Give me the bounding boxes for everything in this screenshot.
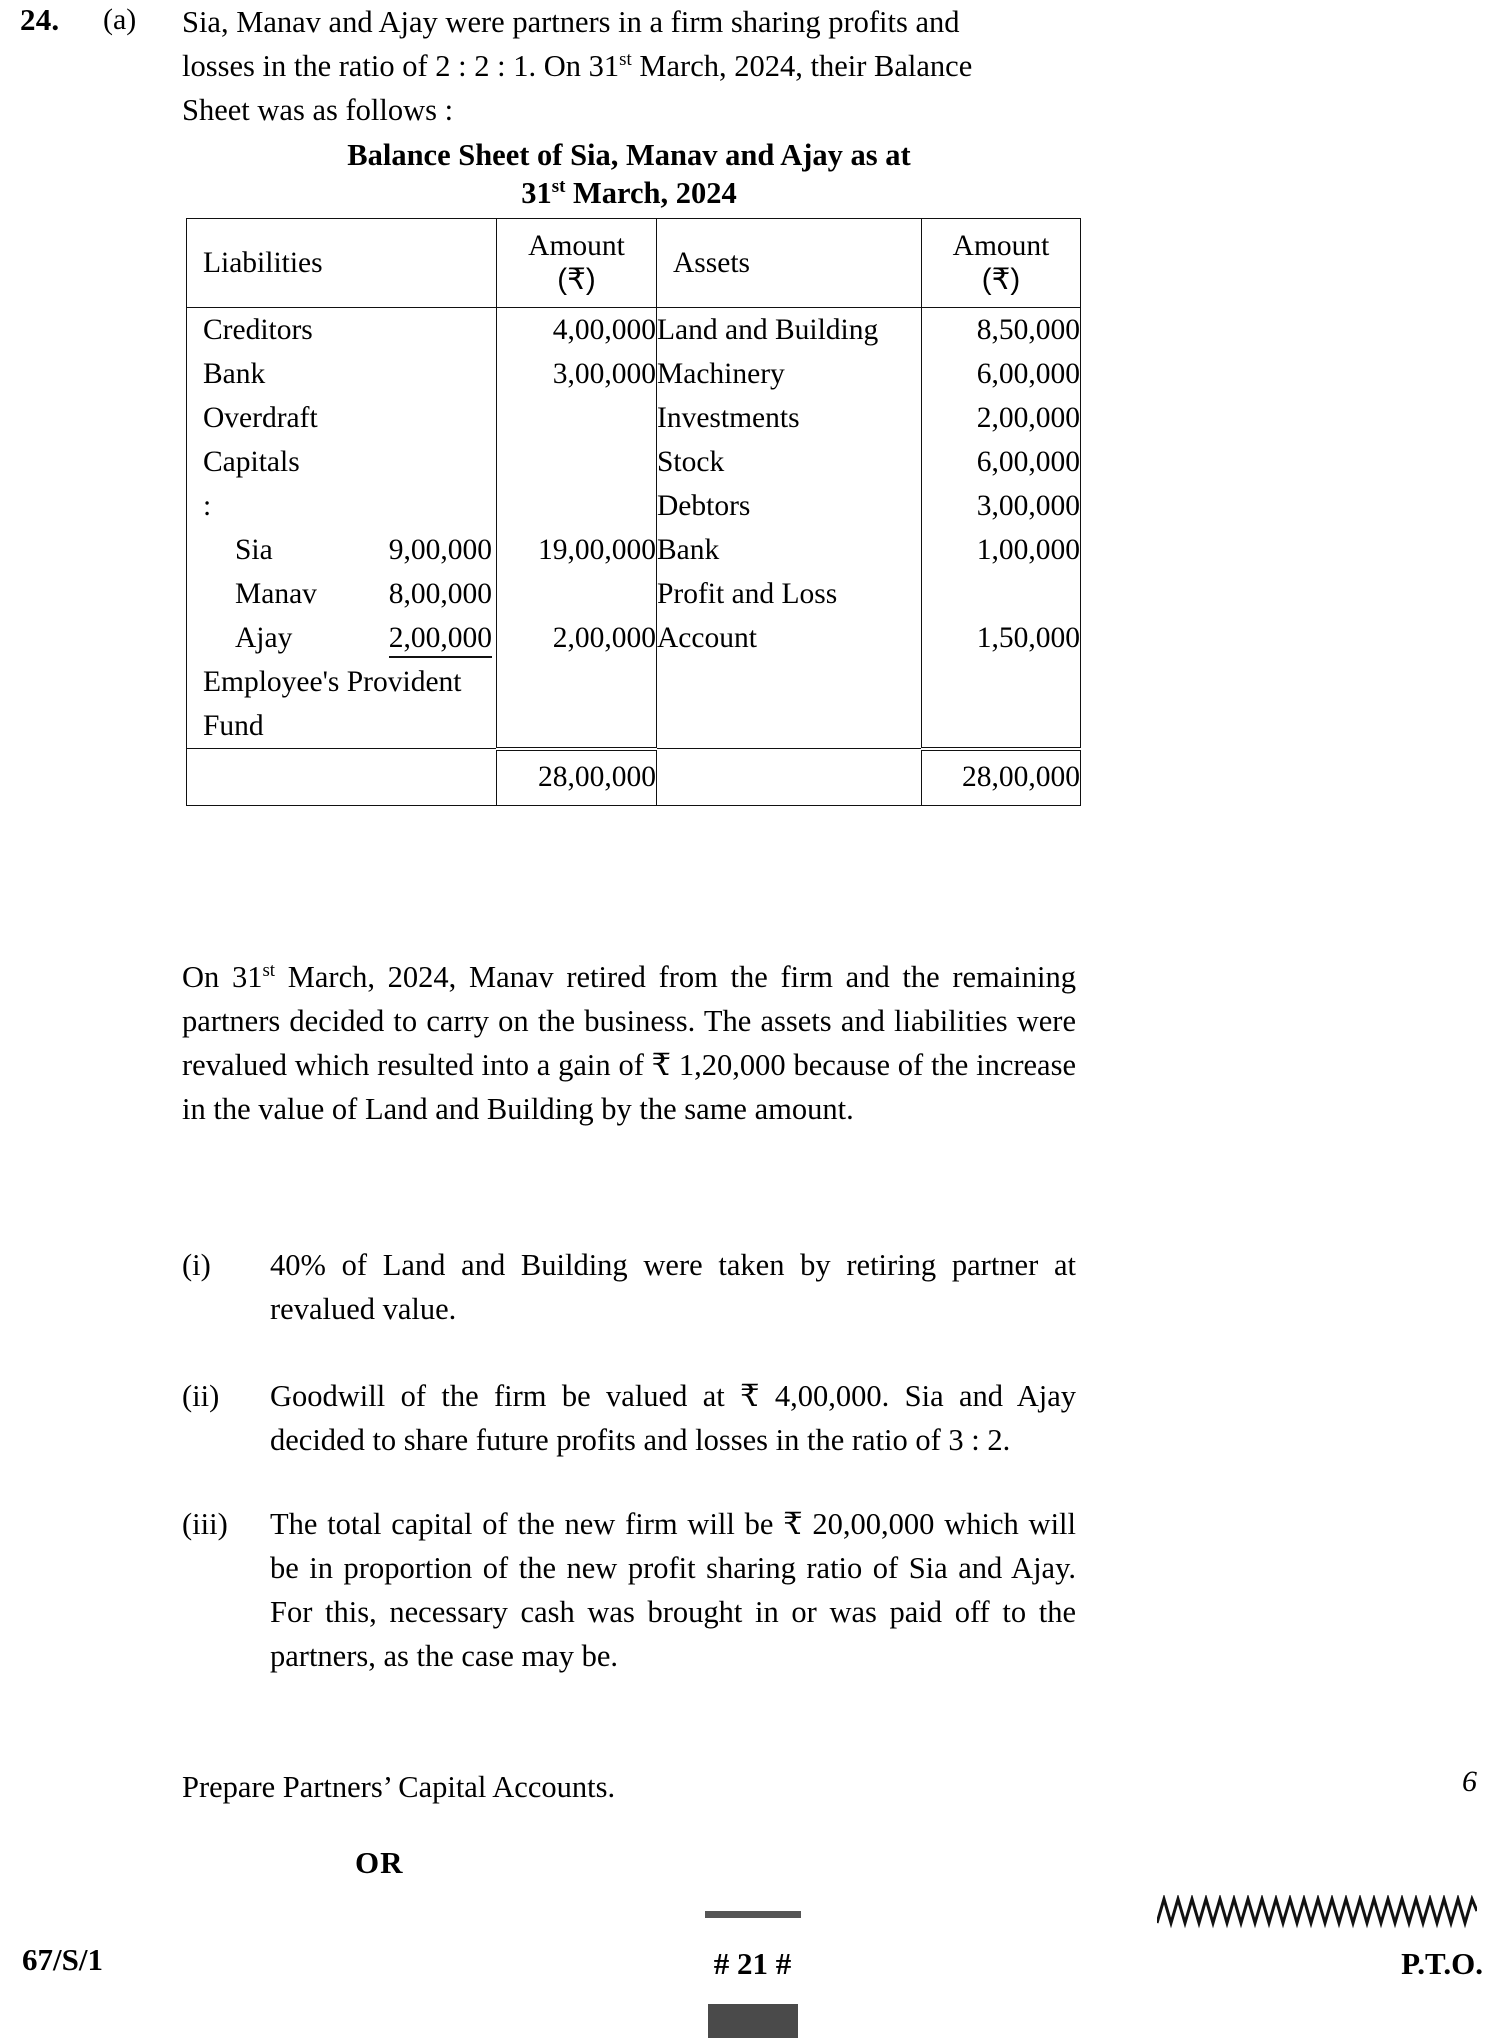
- liability-amount: [497, 440, 656, 484]
- sub-item-marker: (iii): [182, 1507, 228, 1541]
- sub-item-iii: [182, 1502, 1076, 1678]
- sub-item-text: 40% of Land and Building were taken by retiring partner at revalued value.: [270, 1248, 1076, 1326]
- liability-sub-amount: [282, 440, 496, 528]
- table-row: [187, 572, 496, 616]
- zigzag-mark-icon: [1157, 1895, 1477, 1929]
- balance-sheet-title-line-2: [182, 174, 1076, 212]
- total-liabilities-label-cell: [187, 749, 497, 806]
- balance-sheet-title-line-1: Balance Sheet of Sia, Manav and Ajay as at: [347, 138, 911, 172]
- liability-label: Employee's Provident: [203, 666, 462, 698]
- sub-item-text-wrap: [270, 1502, 1076, 1678]
- page-marker: # 21 #: [713, 1946, 792, 1981]
- liability-label: Manav: [235, 578, 317, 610]
- liability-label: Creditors: [203, 314, 313, 346]
- asset-label: Bank: [657, 534, 720, 566]
- liability-sub-amount: 9,00,000: [388, 534, 492, 566]
- para-part-b: March, 2024, Manav retired from the firm and the remaining partners decided to carry on the business. The assets and liabilities were revalued which resulted into a gain of ₹ 1,20,000 because of the increase in the value of Land and Building by the same amount.: [182, 960, 1076, 1126]
- page-marker-top-bar: [705, 1911, 801, 1918]
- asset-label: Stock: [657, 446, 725, 478]
- question-intro-line-1: Sia, Manav and Ajay were partners in a firm sharing profits and: [182, 5, 960, 39]
- asset-label: Profit and Loss: [657, 578, 838, 610]
- liability-amount: 3,00,000: [552, 358, 656, 390]
- table-row: [187, 352, 496, 440]
- retirement-paragraph-text: [182, 955, 1076, 1131]
- liability-amount: 2,00,000: [552, 622, 656, 654]
- table-header-row: [187, 219, 1081, 308]
- liability-amount: [497, 572, 656, 616]
- table-row: [187, 528, 496, 572]
- liability-label: Bank Overdraft: [203, 358, 318, 434]
- intro-line2-ordinal: st: [619, 48, 632, 70]
- question-intro-line-3: Sheet was as follows :: [182, 93, 454, 127]
- para-ordinal: st: [262, 959, 276, 981]
- liability-amount: [497, 484, 656, 528]
- asset-amount: 6,00,000: [976, 446, 1080, 478]
- header-amount-2-symbol: (₹): [981, 263, 1021, 296]
- header-assets: Assets: [657, 219, 922, 308]
- asset-amount: 3,00,000: [976, 490, 1080, 522]
- asset-label: Investments: [657, 402, 800, 434]
- liability-amount: 4,00,000: [552, 314, 656, 346]
- paper-code: 67/S/1: [22, 1942, 103, 1977]
- or-separator: OR: [355, 1845, 404, 1880]
- retirement-paragraph: [182, 955, 1076, 1131]
- question-intro: [182, 0, 1076, 132]
- question-marks: 6: [1462, 1765, 1477, 1798]
- liability-sub-amount: 8,00,000: [388, 578, 492, 610]
- question-intro-line-2: [182, 44, 1076, 88]
- table-row: [187, 616, 496, 660]
- total-liabilities-cell: 28,00,000: [497, 749, 657, 806]
- balance-sheet-table: [186, 218, 1081, 806]
- asset-amount: 1,00,000: [976, 534, 1080, 566]
- table-row: [187, 704, 496, 748]
- intro-line2-part-b: March, 2024, their Balance: [631, 49, 973, 83]
- title-line2-part-a: 31: [521, 176, 552, 210]
- asset-amount: 8,50,000: [976, 314, 1080, 346]
- sub-item-text-wrap: [270, 1243, 1076, 1331]
- header-amount-1-symbol: (₹): [557, 263, 596, 296]
- table-row: [187, 660, 496, 704]
- sub-item-i: [182, 1243, 1076, 1331]
- sub-item-marker: (i): [182, 1248, 211, 1282]
- pto-label: P.T.O.: [1401, 1946, 1483, 1981]
- sub-item-text-wrap: [270, 1374, 1076, 1462]
- intro-line2-part-a: losses in the ratio of 2 : 2 : 1. On 31: [182, 49, 620, 83]
- header-amount-1-word: Amount: [528, 230, 625, 262]
- liabilities-inner-table: [187, 308, 496, 748]
- title-line2-part-b: March, 2024: [565, 176, 737, 210]
- asset-label: Debtors: [657, 490, 751, 522]
- sub-item-marker: (ii): [182, 1379, 220, 1413]
- header-amount-liabilities: [497, 219, 657, 308]
- assets-amount-list: [922, 308, 1080, 660]
- header-liabilities: Liabilities: [187, 219, 497, 308]
- asset-label: Account: [657, 622, 757, 654]
- asset-amount: [922, 572, 1080, 616]
- liability-sub-amount-underlined: [282, 616, 496, 660]
- prepare-instruction: Prepare Partners’ Capital Accounts.: [182, 1770, 616, 1804]
- sub-item-text: The total capital of the new firm will be ₹ 20,00,000 which will be in proportion of the new profit sharing ratio of Sia and Ajay. For this, necessary cash was brought in or was paid off to the partners, as the case may be.: [270, 1507, 1076, 1673]
- liability-amount: 19,00,000: [538, 534, 656, 566]
- liability-label: Capitals :: [203, 446, 300, 522]
- liabilities-amount-list: [497, 308, 656, 660]
- liability-label: Ajay: [235, 622, 293, 654]
- total-assets-cell: 28,00,000: [922, 749, 1081, 806]
- sub-item-text: Goodwill of the firm be valued at ₹ 4,00,000. Sia and Ajay decided to share future profits and losses in the ratio of 3 : 2.: [270, 1379, 1076, 1457]
- asset-amount: 2,00,000: [976, 402, 1080, 434]
- sub-item-ii: [182, 1374, 1076, 1462]
- assets-amount-cell: [922, 308, 1081, 749]
- assets-cell: [657, 308, 922, 749]
- liability-sub-amount: [282, 308, 496, 352]
- asset-amount: 1,50,000: [976, 622, 1080, 654]
- table-row: [187, 308, 496, 352]
- asset-label: Machinery: [657, 358, 785, 390]
- assets-label-list: [657, 308, 921, 660]
- table-total-row: [187, 749, 1081, 806]
- liability-amount: [497, 396, 656, 440]
- asset-amount: 6,00,000: [976, 358, 1080, 390]
- liabilities-amount-cell: [497, 308, 657, 749]
- header-amount-2-word: Amount: [952, 230, 1050, 262]
- table-body-row: [187, 308, 1081, 749]
- question-part-label: (a): [103, 3, 137, 36]
- total-assets-label-cell: [657, 749, 922, 806]
- liabilities-cell: [187, 308, 497, 749]
- balance-sheet-title: [182, 136, 1076, 212]
- liability-label: Fund: [203, 710, 264, 742]
- page-marker-bottom-block: [708, 2004, 798, 2038]
- para-part-a: On 31: [182, 960, 263, 994]
- asset-label: Land and Building: [657, 314, 879, 346]
- table-row: [187, 440, 496, 528]
- question-number: 24.: [20, 2, 60, 37]
- header-amount-assets: [922, 219, 1081, 308]
- liability-label: Sia: [235, 534, 273, 566]
- title-line2-ordinal: st: [551, 175, 566, 197]
- underlined-amount: 2,00,000: [389, 622, 492, 658]
